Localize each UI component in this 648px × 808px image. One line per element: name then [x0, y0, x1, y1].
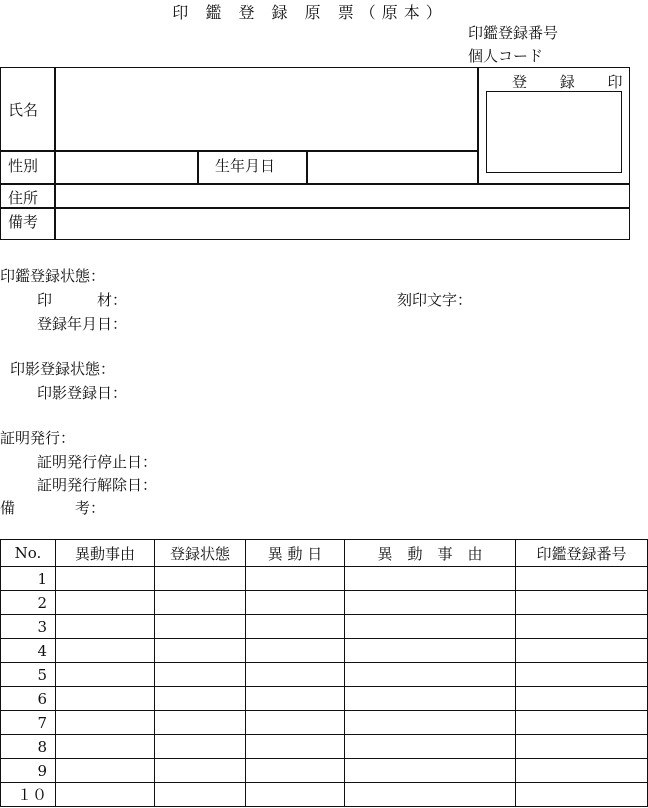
- table-cell: [246, 687, 345, 711]
- row-number: 6: [1, 687, 56, 711]
- impression-date-label: 印影登録日：: [37, 384, 128, 402]
- table-cell: [56, 759, 155, 783]
- table-header-row: [1, 540, 648, 567]
- table-cell: [516, 711, 648, 735]
- table-cell: [345, 615, 516, 639]
- table-cell: [516, 663, 648, 687]
- table-cell: [155, 687, 246, 711]
- table-row: [1, 663, 648, 687]
- row-divider-name: [0, 150, 478, 152]
- table-cell: [56, 639, 155, 663]
- table-cell: [345, 567, 516, 591]
- column-header-change-date: 異 動 日: [246, 540, 345, 567]
- column-header-no: No.: [1, 540, 56, 567]
- page-title: 印 鑑 登 録 原 票（原本）: [172, 3, 448, 22]
- table-cell: [516, 615, 648, 639]
- table-cell: [155, 639, 246, 663]
- row-number: 5: [1, 663, 56, 687]
- birthdate-cell-divider: [306, 150, 308, 184]
- table-cell: [345, 591, 516, 615]
- table-cell: [56, 711, 155, 735]
- certificate-remarks-label: 備 考：: [0, 499, 106, 517]
- table-cell: [345, 639, 516, 663]
- table-cell: [155, 735, 246, 759]
- name-label: 氏名: [8, 101, 39, 119]
- table-cell: [246, 663, 345, 687]
- table-cell: [246, 567, 345, 591]
- row-number: １０: [1, 783, 56, 807]
- table-cell: [345, 783, 516, 807]
- table-row: [1, 711, 648, 735]
- row-divider-address: [0, 207, 630, 209]
- address-label: 住所: [8, 189, 39, 207]
- row-number: 8: [1, 735, 56, 759]
- table-cell: [246, 639, 345, 663]
- seal-column-divider: [477, 67, 479, 184]
- table-cell: [516, 687, 648, 711]
- seal-registration-number-label: 印鑑登録番号: [468, 24, 559, 42]
- row-divider-gender: [0, 183, 630, 185]
- table-cell: [246, 711, 345, 735]
- gender-label: 性別: [8, 157, 39, 175]
- table-cell: [345, 663, 516, 687]
- personal-code-label: 個人コード: [468, 47, 544, 65]
- row-number: 3: [1, 615, 56, 639]
- certificate-release-date-label: 証明発行解除日：: [37, 476, 158, 494]
- engraving-label: 刻印文字：: [397, 291, 473, 309]
- table-row: [1, 783, 648, 807]
- birthdate-label: 生年月日: [215, 157, 276, 175]
- table-row: [1, 567, 648, 591]
- table-row: [1, 735, 648, 759]
- table-cell: [155, 783, 246, 807]
- table-cell: [56, 591, 155, 615]
- table-cell: [516, 783, 648, 807]
- remarks-label: 備考: [8, 213, 39, 231]
- table-cell: [516, 759, 648, 783]
- table-cell: [246, 735, 345, 759]
- table-cell: [345, 687, 516, 711]
- impression-status-heading: 印影登録状態：: [10, 360, 116, 378]
- table-row: [1, 759, 648, 783]
- table-cell: [56, 783, 155, 807]
- certificate-stop-date-label: 証明発行停止日：: [37, 453, 158, 471]
- registered-seal-label: 登 録 印: [512, 73, 637, 91]
- change-history-table: [0, 539, 648, 807]
- row-number: 1: [1, 567, 56, 591]
- table-cell: [516, 567, 648, 591]
- table-row: [1, 687, 648, 711]
- table-cell: [516, 735, 648, 759]
- table-cell: [345, 759, 516, 783]
- column-header-change-reason-code: 異動事由: [56, 540, 155, 567]
- table-row: [1, 639, 648, 663]
- gender-cell-divider: [197, 150, 199, 184]
- table-row: [1, 591, 648, 615]
- table-cell: [56, 567, 155, 591]
- table-cell: [56, 735, 155, 759]
- label-column-divider: [54, 67, 56, 240]
- table-cell: [246, 591, 345, 615]
- column-header-seal-number: 印鑑登録番号: [516, 540, 648, 567]
- table-cell: [155, 711, 246, 735]
- registration-date-label: 登録年月日：: [37, 315, 128, 333]
- table-cell: [246, 759, 345, 783]
- table-cell: [246, 615, 345, 639]
- table-cell: [345, 735, 516, 759]
- table-cell: [56, 615, 155, 639]
- row-number: 9: [1, 759, 56, 783]
- table-cell: [56, 663, 155, 687]
- row-number: 2: [1, 591, 56, 615]
- column-header-registration-status: 登録状態: [155, 540, 246, 567]
- table-cell: [345, 711, 516, 735]
- column-header-change-reason: 異 動 事 由: [345, 540, 516, 567]
- registered-seal-box: [486, 91, 622, 173]
- table-cell: [246, 783, 345, 807]
- table-cell: [155, 567, 246, 591]
- table-cell: [516, 639, 648, 663]
- table-cell: [155, 591, 246, 615]
- certificate-heading: 証明発行：: [0, 429, 76, 447]
- table-cell: [56, 687, 155, 711]
- material-label: 印 材：: [37, 291, 128, 309]
- table-row: [1, 615, 648, 639]
- row-number: 7: [1, 711, 56, 735]
- table-cell: [155, 615, 246, 639]
- seal-status-heading: 印鑑登録状態：: [0, 267, 106, 285]
- row-number: 4: [1, 639, 56, 663]
- table-cell: [155, 759, 246, 783]
- table-cell: [516, 591, 648, 615]
- table-cell: [155, 663, 246, 687]
